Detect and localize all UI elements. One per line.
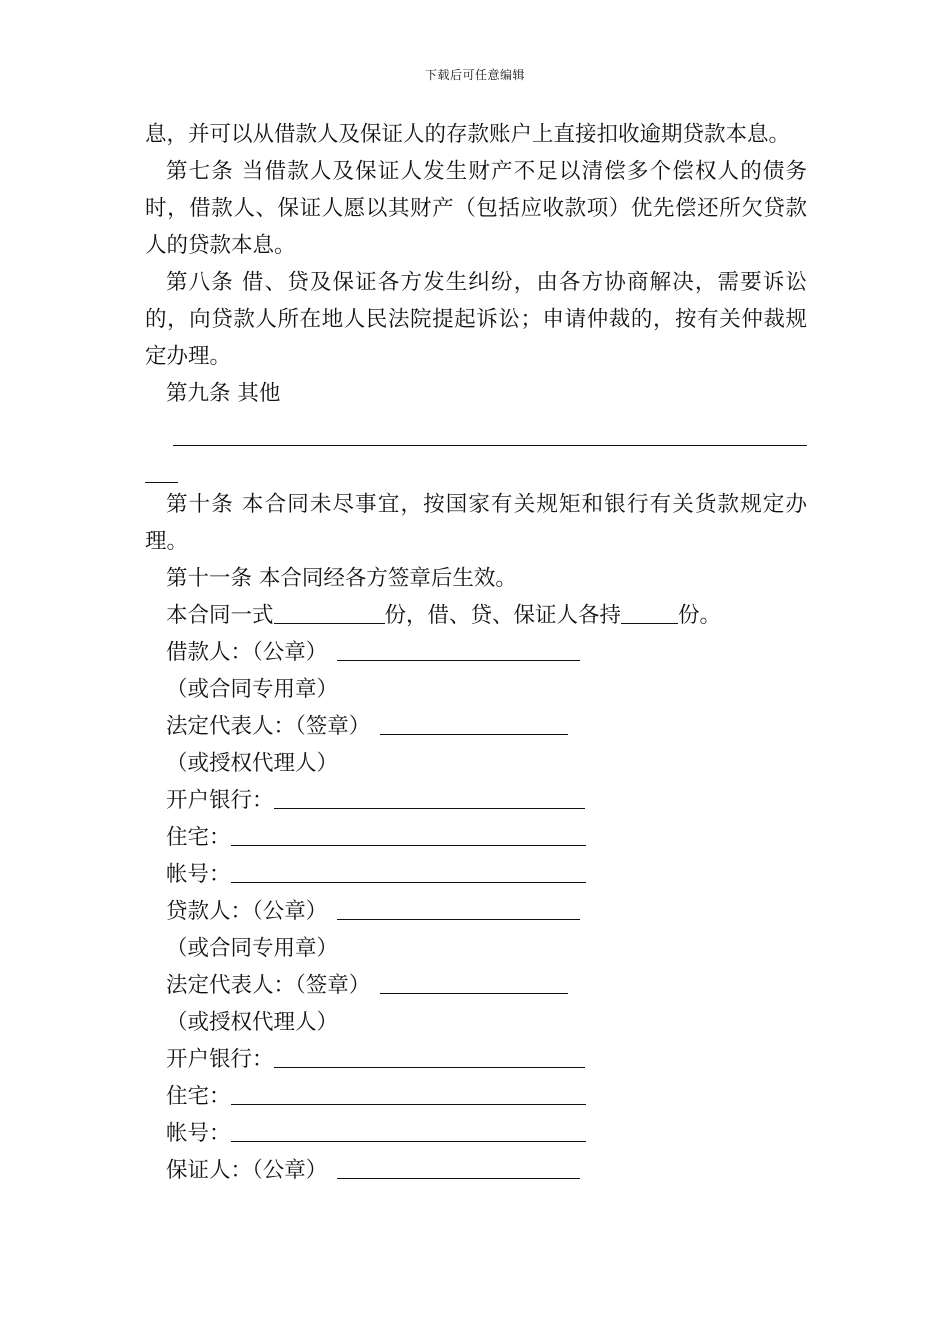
borrower-address-blank	[231, 823, 586, 846]
borrower-rep-line	[145, 708, 807, 745]
lender-bank-line	[145, 1041, 807, 1078]
article-8: 第八条 借、贷及保证各方发生纠纷，由各方协商解决，需要诉讼的，向贷款人所在地人民法院提起诉讼；申请仲裁的，按有关仲裁规定办理。	[145, 270, 807, 369]
lender-address-label: 住宅：	[166, 1084, 231, 1109]
borrower-rep-note: （或授权代理人）	[166, 751, 339, 776]
borrower-rep-blank	[380, 712, 568, 735]
copies-middle: 份，借、贷、保证人各持	[384, 603, 622, 628]
document-body	[145, 116, 807, 1189]
lender-seal-line	[145, 893, 807, 930]
borrower-account-line	[145, 856, 807, 893]
borrower-seal-line	[145, 634, 807, 671]
lender-address-line	[145, 1078, 807, 1115]
other-terms-blank-line	[173, 412, 807, 449]
guarantor-seal-line	[145, 1152, 807, 1189]
borrower-seal-label: 借款人：（公章）	[166, 640, 328, 665]
copies-prefix: 本合同一式	[166, 603, 274, 628]
copies-count-blank	[274, 601, 385, 624]
guarantor-seal-blank	[337, 1156, 580, 1179]
borrower-rep-label: 法定代表人：（签章）	[166, 714, 371, 739]
lender-rep-note: （或授权代理人）	[166, 1010, 339, 1035]
borrower-seal-blank	[337, 638, 580, 661]
lender-address-blank	[231, 1082, 586, 1105]
lender-rep-line	[145, 967, 807, 1004]
borrower-address-label: 住宅：	[166, 825, 231, 850]
paragraph-continuation: 息，并可以从借款人及保证人的存款账户上直接扣收逾期贷款本息。	[145, 122, 791, 147]
lender-account-line	[145, 1115, 807, 1152]
copies-suffix: 份。	[678, 603, 722, 628]
lender-bank-blank	[274, 1045, 585, 1068]
lender-rep-label: 法定代表人：（签章）	[166, 973, 371, 998]
page-header: 下载后可任意编辑	[424, 68, 525, 82]
article-9: 第九条 其他	[166, 381, 281, 406]
borrower-bank-label: 开户银行：	[166, 788, 274, 813]
lender-bank-label: 开户银行：	[166, 1047, 274, 1072]
borrower-seal-note: （或合同专用章）	[166, 677, 339, 702]
copies-each-blank	[621, 601, 678, 624]
borrower-account-label: 帐号：	[166, 862, 231, 887]
borrower-address-line	[145, 819, 807, 856]
article-11: 第十一条 本合同经各方签章后生效。	[166, 566, 517, 591]
guarantor-seal-label: 保证人：（公章）	[166, 1158, 328, 1183]
copies-line	[145, 597, 807, 634]
other-terms-blank-line-end	[145, 449, 807, 486]
borrower-bank-blank	[274, 786, 585, 809]
lender-rep-blank	[380, 971, 568, 994]
lender-account-label: 帐号：	[166, 1121, 231, 1146]
article-7: 第七条 当借款人及保证人发生财产不足以清偿多个偿权人的债务时，借款人、保证人愿以其财产（包括应收款项）优先偿还所欠贷款人的贷款本息。	[145, 159, 807, 258]
lender-seal-blank	[337, 897, 580, 920]
borrower-bank-line	[145, 782, 807, 819]
lender-seal-label: 贷款人：（公章）	[166, 899, 328, 924]
borrower-account-blank	[231, 860, 586, 883]
lender-seal-note: （或合同专用章）	[166, 936, 339, 961]
lender-account-blank	[231, 1119, 586, 1142]
article-10: 第十条 本合同未尽事宜，按国家有关规矩和银行有关货款规定办理。	[145, 492, 807, 554]
